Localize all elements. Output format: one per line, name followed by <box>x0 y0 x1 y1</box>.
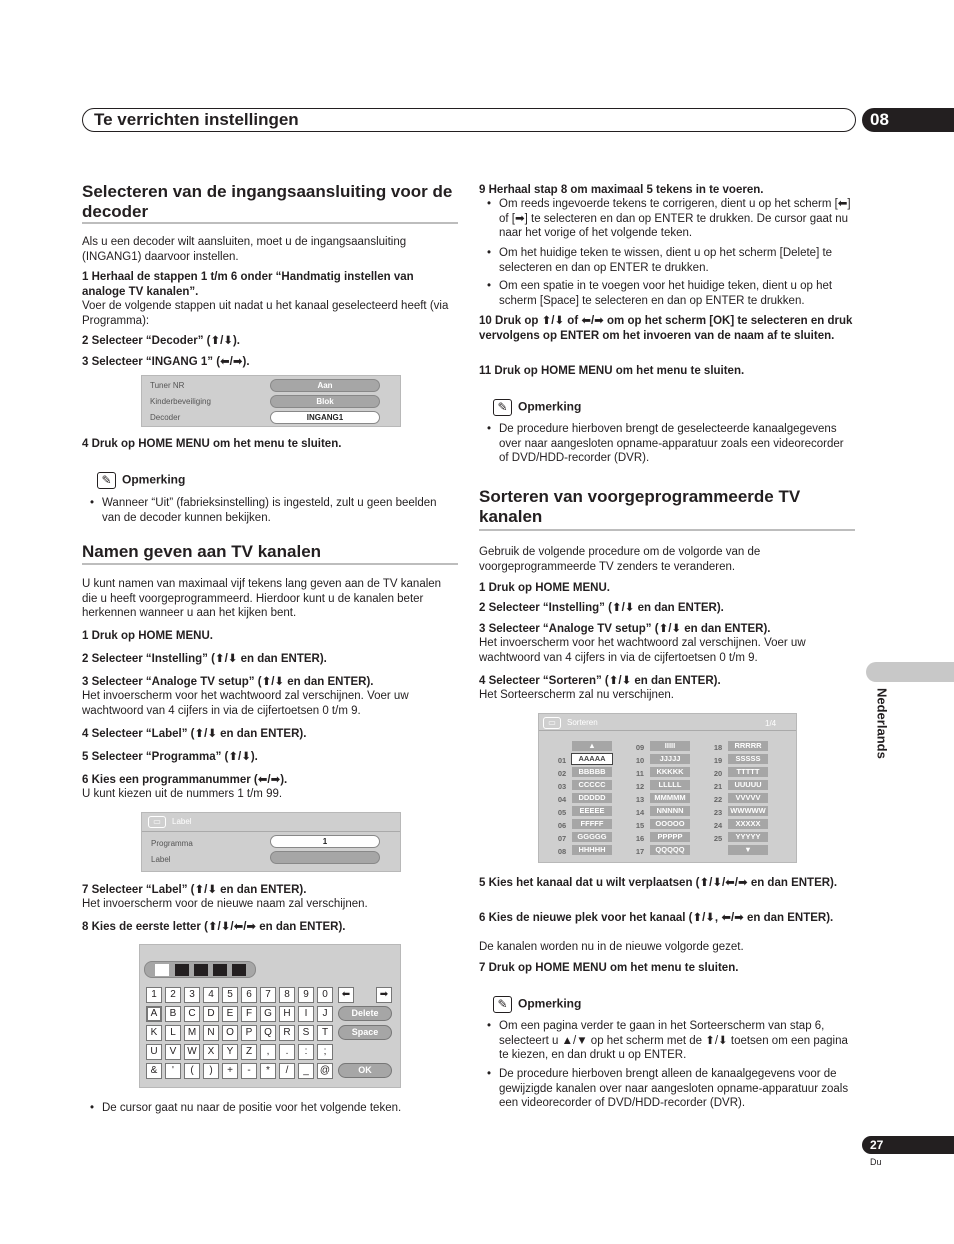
space-key[interactable]: Space <box>338 1025 392 1040</box>
channel-cell[interactable]: DDDDD <box>572 793 612 803</box>
key[interactable]: ; <box>317 1044 333 1060</box>
row-value: Aan <box>270 379 380 392</box>
key[interactable]: J <box>317 1006 333 1022</box>
note-pencil-icon: ✎ <box>493 399 512 416</box>
key[interactable]: C <box>184 1006 200 1022</box>
paragraph: Als u een decoder wilt aansluiten, moet u de ingangsaansluiting (INGANG1) daarvoor instellen. <box>82 236 407 263</box>
channel-number: 20 <box>713 769 723 778</box>
channel-cell[interactable]: RRRRR <box>728 741 768 751</box>
channel-number: 23 <box>713 808 723 817</box>
step: 5 Kies het kanaal dat u wilt verplaatsen (⬆/⬇/⬅/➡ en dan ENTER). <box>479 877 838 889</box>
key[interactable]: W <box>184 1044 200 1060</box>
key[interactable]: K <box>146 1025 162 1041</box>
program-value: 1 <box>270 835 380 848</box>
key[interactable]: / <box>279 1063 295 1079</box>
tv-icon: ▭ <box>148 816 166 828</box>
step: 3 Selecteer “Analoge TV setup” (⬆/⬇ en dan ENTER). <box>82 676 374 688</box>
paragraph: U kunt namen van maximaal vijf tekens lang geven aan de TV kanalen die u heeft voorgeprogrammeerd. Hierdoor kunt u de kanalen beter herkennen wanneer u aan het kijken bent. <box>82 578 442 619</box>
key[interactable]: 4 <box>203 987 219 1003</box>
key[interactable]: ( <box>184 1063 200 1079</box>
ok-key[interactable]: OK <box>338 1063 392 1078</box>
key[interactable]: H <box>279 1006 295 1022</box>
row-label: Decoder <box>150 413 181 422</box>
paragraph: Gebruik de volgende procedure om de volgorde van de voorgeprogrammeerde TV zenders te veranderen. <box>479 546 761 573</box>
keyboard-screen <box>139 944 401 1088</box>
screen-divider <box>539 730 796 731</box>
channel-cell[interactable]: VVVVV <box>728 793 768 803</box>
step: 7 Selecteer “Label” (⬆/⬇ en dan ENTER). <box>82 884 307 896</box>
screen-title: Sorteren <box>567 718 598 727</box>
channel-number: 07 <box>557 834 567 843</box>
step: 10 Druk op ⬆/⬇ of ⬅/➡ om op het scherm [OK] te selecteren en druk vervolgens op ENTER om het invoeren van de naam af te sluiten. <box>479 315 853 342</box>
channel-cell[interactable]: ▼ <box>728 845 768 855</box>
key[interactable]: N <box>203 1025 219 1041</box>
key[interactable]: 2 <box>165 987 181 1003</box>
channel-cell[interactable]: BBBBB <box>572 767 612 777</box>
step: 11 Druk op HOME MENU om het menu te sluiten. <box>479 365 745 377</box>
note-bullet: • Om een pagina verder te gaan in het Sorteerscherm van stap 6, selecteert u ▲/▼ op het scherm met de ⬆/⬇ toetsen om een pagina te kiezen, en dan drukt u op ENTER. <box>483 1019 855 1063</box>
channel-number: 01 <box>557 756 567 765</box>
channel-number: 25 <box>713 834 723 843</box>
key[interactable]: _ <box>298 1063 314 1079</box>
char-slot <box>175 964 189 976</box>
key[interactable]: 8 <box>279 987 295 1003</box>
channel-number: 10 <box>635 756 645 765</box>
key[interactable]: G <box>260 1006 276 1022</box>
row-label: Label <box>151 855 171 864</box>
channel-cell[interactable]: UUUUU <box>728 780 768 790</box>
channel-number: 02 <box>557 769 567 778</box>
key[interactable]: D <box>203 1006 219 1022</box>
language-code: Du <box>870 1157 882 1167</box>
section-title-sort: Sorteren van voorgeprogrammeerde TV kanalen <box>479 487 801 526</box>
channel-cell[interactable]: EEEEE <box>572 806 612 816</box>
note-bullet: • De procedure hierboven brengt alleen de kanaalgegevens voor de gewijzigde kanalen over naar aangesloten opname-apparatuur zoals een videorecorder of DVD/HDD-recorder (DVR). <box>483 1067 855 1111</box>
bullet: • Om reeds ingevoerde tekens te corrigeren, dient u op het scherm [⬅] of [➡] te selecteren en dan op ENTER te drukken. De cursor gaat nu naar het vorige of het volgende teken. <box>483 197 855 241</box>
key[interactable]: . <box>279 1044 295 1060</box>
note-heading <box>97 472 185 489</box>
step: 3 Selecteer “INGANG 1” (⬅/➡). <box>82 356 250 368</box>
channel-number: 14 <box>635 808 645 817</box>
key[interactable]: R <box>279 1025 295 1041</box>
note-label: Opmerking <box>122 472 186 487</box>
channel-cell[interactable]: XXXXX <box>728 819 768 829</box>
key[interactable]: : <box>298 1044 314 1060</box>
step: 1 Druk op HOME MENU. <box>479 582 610 594</box>
channel-cell[interactable]: FFFFF <box>572 819 612 829</box>
key[interactable]: O <box>222 1025 238 1041</box>
channel-cell[interactable]: ▲ <box>572 741 612 751</box>
channel-cell[interactable]: NNNNN <box>650 806 690 816</box>
key[interactable]: B <box>165 1006 181 1022</box>
tv-icon: ▭ <box>543 717 561 729</box>
screen-divider <box>142 831 400 832</box>
channel-number: 17 <box>635 847 645 856</box>
bullet: • De cursor gaat nu naar de positie voor het volgende teken. <box>86 1101 458 1116</box>
label-value <box>270 851 380 864</box>
channel-number: 11 <box>636 769 644 778</box>
key[interactable]: X <box>203 1044 219 1060</box>
char-slot <box>232 964 246 976</box>
key[interactable]: 5 <box>222 987 238 1003</box>
arrow-left-key[interactable]: ⬅ <box>338 987 354 1003</box>
note-pencil-icon: ✎ <box>493 996 512 1013</box>
note-bullet: • De procedure hierboven brengt de geselecteerde kanaalgegevens over naar aangesloten opname-apparatuur zoals een videorecorder of DVD/HDD-recorder (DVR). <box>483 422 855 466</box>
arrow-right-key[interactable]: ➡ <box>376 987 392 1003</box>
row-label: Kinderbeveiliging <box>150 397 211 406</box>
step: 6 Kies een programmanummer (⬅/➡). <box>82 774 288 786</box>
page-title: Te verrichten instellingen <box>94 110 299 129</box>
note-heading <box>493 399 581 416</box>
section-rule <box>82 563 458 565</box>
bullet: • Om een spatie in te voegen voor het huidige teken, dient u op het scherm [Space] te selecteren en dan op ENTER te drukken. <box>483 279 855 308</box>
key[interactable]: 1 <box>146 987 162 1003</box>
key[interactable]: 3 <box>184 987 200 1003</box>
key[interactable]: A <box>146 1006 162 1022</box>
key[interactable]: T <box>317 1025 333 1041</box>
key[interactable]: P <box>241 1025 257 1041</box>
channel-cell[interactable]: KKKKK <box>650 767 690 777</box>
row-value-selected: INGANG1 <box>270 411 380 424</box>
row-label: Programma <box>151 839 193 848</box>
step: 4 Druk op HOME MENU om het menu te sluiten. <box>82 438 342 450</box>
key[interactable]: M <box>184 1025 200 1041</box>
paragraph: Voer de volgende stappen uit nadat u het kanaal geselecteerd heeft (via Programma): <box>82 300 449 327</box>
bullet: • Om het huidige teken te wissen, dient u op het scherm [Delete] te selecteren en dan op ENTER te drukken. <box>483 246 855 275</box>
key[interactable]: + <box>222 1063 238 1079</box>
key[interactable]: 7 <box>260 987 276 1003</box>
char-slot <box>213 964 227 976</box>
channel-number: 15 <box>635 821 645 830</box>
step: 1 Herhaal de stappen 1 t/m 6 onder “Handmatig instellen van analoge TV kanalen”. <box>82 271 414 298</box>
channel-cell[interactable]: JJJJJ <box>650 754 690 764</box>
channel-number: 18 <box>713 743 723 752</box>
step: 2 Selecteer “Decoder” (⬆/⬇). <box>82 335 240 347</box>
char-slot-active <box>155 964 169 976</box>
channel-number: 12 <box>635 782 645 791</box>
key[interactable]: Q <box>260 1025 276 1041</box>
paragraph: Het invoerscherm voor de nieuwe naam zal verschijnen. <box>82 898 368 910</box>
section-rule <box>82 222 458 224</box>
channel-cell[interactable]: SSSSS <box>728 754 768 764</box>
note-label: Opmerking <box>518 996 582 1011</box>
channel-number: 05 <box>557 808 567 817</box>
channel-cell[interactable]: WWWWW <box>728 806 768 816</box>
channel-cell[interactable]: TTTTT <box>728 767 768 777</box>
key[interactable]: - <box>241 1063 257 1079</box>
channel-cell[interactable]: OOOOO <box>650 819 690 829</box>
key[interactable]: & <box>146 1063 162 1079</box>
key[interactable]: F <box>241 1006 257 1022</box>
channel-cell[interactable]: HHHHH <box>572 845 612 855</box>
paragraph: De kanalen worden nu in de nieuwe volgorde gezet. <box>479 941 744 953</box>
channel-number: 09 <box>635 743 645 752</box>
step: 7 Druk op HOME MENU om het menu te sluiten. <box>479 962 739 974</box>
label-screen <box>141 812 401 872</box>
sort-screen <box>538 713 797 863</box>
channel-number: 03 <box>557 782 567 791</box>
channel-cell[interactable]: CCCCC <box>572 780 612 790</box>
key[interactable]: Y <box>222 1044 238 1060</box>
key[interactable]: L <box>165 1025 181 1041</box>
paragraph: Het invoerscherm voor het wachtwoord zal verschijnen. Voer uw wachtwoord van 4 cijfers in via de cijfertoetsen 0 t/m 9. <box>479 637 806 664</box>
key[interactable]: I <box>298 1006 314 1022</box>
key[interactable]: Z <box>241 1044 257 1060</box>
note-label: Opmerking <box>518 399 582 414</box>
channel-cell[interactable]: AAAAA <box>572 754 612 764</box>
key[interactable]: 9 <box>298 987 314 1003</box>
note-heading <box>493 996 581 1013</box>
channel-number: 06 <box>557 821 567 830</box>
key[interactable]: V <box>165 1044 181 1060</box>
key[interactable]: E <box>222 1006 238 1022</box>
screen-title-wrap <box>148 815 192 830</box>
note-bullet: • Wanneer “Uit” (fabrieksinstelling) is ingesteld, zult u geen beelden van de decoder kunnen bekijken. <box>86 496 458 525</box>
channel-number: 04 <box>557 795 567 804</box>
section-rule <box>479 529 855 531</box>
step: 6 Kies de nieuwe plek voor het kanaal (⬆/⬇, ⬅/➡ en dan ENTER). <box>479 912 834 924</box>
language-tab <box>866 662 954 682</box>
name-entry-field <box>144 961 256 978</box>
step: 1 Druk op HOME MENU. <box>82 630 213 642</box>
screen-title-wrap <box>543 716 598 731</box>
step: 4 Selecteer “Sorteren” (⬆/⬇ en dan ENTER). <box>479 675 721 687</box>
char-slot <box>194 964 208 976</box>
channel-number: 24 <box>713 821 723 830</box>
key[interactable]: S <box>298 1025 314 1041</box>
channel-number: 21 <box>713 782 723 791</box>
row-value: Blok <box>270 395 380 408</box>
delete-key[interactable]: Delete <box>338 1006 392 1021</box>
key[interactable]: U <box>146 1044 162 1060</box>
channel-cell[interactable]: LLLLL <box>650 780 690 790</box>
channel-number: 22 <box>713 795 723 804</box>
paragraph: U kunt kiezen uit de nummers 1 t/m 99. <box>82 788 283 800</box>
row-label: Tuner NR <box>150 381 185 390</box>
channel-cell[interactable]: MMMMM <box>650 793 690 803</box>
key[interactable]: * <box>260 1063 276 1079</box>
key[interactable]: ) <box>203 1063 219 1079</box>
channel-number: 08 <box>557 847 567 856</box>
key[interactable]: ' <box>165 1063 181 1079</box>
paragraph: Het invoerscherm voor het wachtwoord zal verschijnen. Voer uw wachtwoord van 4 cijfers in via de cijfertoetsen 0 t/m 9. <box>82 690 409 717</box>
channel-number: 19 <box>713 756 723 765</box>
step: 5 Selecteer “Programma” (⬆/⬇). <box>82 751 258 763</box>
key[interactable]: 0 <box>317 987 333 1003</box>
section-title-names: Namen geven aan TV kanalen <box>82 542 322 561</box>
step: 2 Selecteer “Instelling” (⬆/⬇ en dan ENTER). <box>82 653 327 665</box>
note-pencil-icon: ✎ <box>97 472 116 489</box>
channel-number: 13 <box>635 795 645 804</box>
key[interactable]: , <box>260 1044 276 1060</box>
channel-cell[interactable]: YYYYY <box>728 832 768 842</box>
step: 4 Selecteer “Label” (⬆/⬇ en dan ENTER). <box>82 728 307 740</box>
channel-cell[interactable]: PPPPP <box>650 832 690 842</box>
screen-title: Label <box>172 817 192 826</box>
section-title-decoder: Selecteren van de ingangsaansluiting voor de decoder <box>82 182 453 221</box>
language-label: Nederlands <box>874 688 890 759</box>
page-indicator: 1/4 <box>765 719 777 728</box>
step: 9 Herhaal stap 8 om maximaal 5 tekens in te voeren. <box>479 184 764 196</box>
paragraph: Het Sorteerscherm zal nu verschijnen. <box>479 689 674 701</box>
channel-number: 16 <box>635 834 645 843</box>
chapter-number: 08 <box>862 108 954 132</box>
key[interactable]: @ <box>317 1063 333 1079</box>
key[interactable]: 6 <box>241 987 257 1003</box>
channel-cell[interactable]: QQQQQ <box>650 845 690 855</box>
step: 2 Selecteer “Instelling” (⬆/⬇ en dan ENTER). <box>479 602 724 614</box>
channel-cell[interactable]: GGGGG <box>572 832 612 842</box>
channel-cell[interactable]: IIIII <box>650 741 690 751</box>
decoder-screen <box>141 375 401 427</box>
step: 8 Kies de eerste letter (⬆/⬇/⬅/➡ en dan ENTER). <box>82 921 346 933</box>
page-number: 27 <box>862 1136 954 1154</box>
step: 3 Selecteer “Analoge TV setup” (⬆/⬇ en dan ENTER). <box>479 623 771 635</box>
